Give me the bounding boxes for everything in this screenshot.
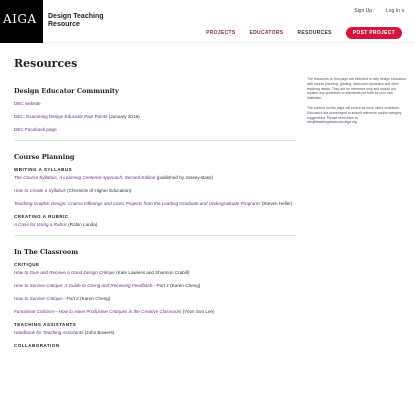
resource-note: (Kate Lawless and Shannon Crabill) — [114, 270, 190, 275]
aiga-logo[interactable] — [0, 0, 43, 43]
subsection-title: TEACHING ASSISTANTS — [14, 322, 77, 327]
list-item — [14, 296, 296, 302]
main-content — [14, 57, 296, 354]
resource-link[interactable]: Teaching Graphic Design: Course Offerings and Class Projects from the Leading Graduate and Undergraduate Programs — [14, 201, 261, 206]
resource-link[interactable]: DEC website — [14, 101, 41, 106]
divider — [14, 140, 296, 141]
nav-resources[interactable]: RESOURCES — [297, 30, 332, 36]
list-item — [14, 175, 296, 181]
logo-text: AIGA — [3, 12, 37, 26]
resource-note: (Chronicle of Higher Education) — [65, 188, 132, 193]
resource-link[interactable]: Handbook for Teaching Assistants — [14, 330, 84, 335]
subsection-creating-a-rubric — [14, 214, 296, 228]
log-in-label: Log In — [386, 8, 400, 14]
site-header — [0, 0, 415, 43]
resource-note: (Karen Cheng) — [78, 296, 111, 301]
section-course-planning — [14, 153, 296, 228]
account-links — [354, 8, 405, 14]
resource-note: (published by Jossey-Bass) — [155, 175, 213, 180]
sidebar-contribute — [307, 106, 407, 125]
page-title: Resources — [14, 57, 78, 70]
list-item — [14, 201, 296, 207]
resource-link[interactable]: How to Create a Syllabus — [14, 188, 66, 193]
post-project-button[interactable]: POST PROJECT — [346, 27, 402, 39]
list-item — [14, 309, 296, 315]
sign-up-link[interactable]: Sign Up — [354, 8, 373, 14]
section-title: In The Classroom — [14, 248, 79, 256]
list-item — [14, 330, 296, 336]
resource-link[interactable]: How to Give and Receive a Good Design Critique — [14, 270, 115, 275]
nav-projects[interactable]: PROJECTS — [206, 30, 236, 36]
section-design-educator-community — [14, 87, 296, 133]
resource-note: (Yoon Soo Lee) — [181, 309, 215, 314]
resource-link[interactable]: The Course Syllabus, A Learning Centered Approach, Second Edition — [14, 175, 156, 180]
list-item — [14, 188, 296, 194]
list-item — [14, 222, 296, 228]
sidebar-note — [307, 77, 407, 130]
list-item — [14, 270, 296, 276]
resource-link[interactable]: DEC Facebook page — [14, 127, 57, 132]
section-title: Design Educator Community — [14, 87, 119, 95]
main-nav — [206, 27, 402, 39]
resource-note: (Karen Cheng) — [168, 283, 201, 288]
resource-link[interactable]: How to Survive Critique: A Guide to Giving and Receiving Feedback—Part 1 — [14, 283, 169, 288]
site-title[interactable]: Design Teaching Resource — [48, 13, 104, 28]
log-in-link[interactable] — [386, 8, 405, 14]
resource-link[interactable]: DEC: Examining Design Educator Pain Points — [14, 114, 108, 119]
section-in-the-classroom — [14, 248, 296, 348]
subsection-critique — [14, 262, 296, 315]
subsection-teaching-assistants — [14, 322, 296, 336]
divider — [14, 235, 296, 236]
resource-link[interactable]: A Case for Using a Rubric — [14, 222, 67, 227]
resource-note: (John Bowers) — [83, 330, 115, 335]
nav-educators[interactable]: EDUCATORS — [249, 30, 284, 36]
resource-link[interactable]: Functional Criticism—How to Have Productive Critiques in the Creative Classroom — [14, 309, 182, 314]
list-item — [14, 283, 296, 289]
subsection-writing-a-syllabus — [14, 167, 296, 207]
subsection-title: WRITING A SYLLABUS — [14, 167, 73, 172]
subsection-title: COLLABORATION — [14, 343, 60, 348]
list-item — [14, 114, 296, 120]
subsection-title: CRITIQUE — [14, 262, 40, 267]
chevron-down-icon: ∨ — [401, 8, 405, 14]
subsection-collaboration — [14, 343, 296, 348]
resource-note: (Robin Landa) — [66, 222, 98, 227]
list-item — [14, 101, 296, 107]
list-item — [14, 127, 296, 133]
resource-link[interactable]: How to Survive Critique—Part 2 — [14, 296, 79, 301]
resource-note: (Steven Heller) — [260, 201, 293, 206]
sidebar-intro: The resources on this page are intended to help design educators with course planning, grading, classroom dynamics and other teaching needs. They are for reference only and should not replace any guidelines or standards put forth by your own institution. — [307, 77, 406, 101]
resource-note: (January 2019) — [107, 114, 140, 119]
section-title: Course Planning — [14, 153, 75, 161]
sidebar-contribute-text: The content on this page will evolve as more users contribute. Educators are encouraged to submit reference and/or category suggestions. Please send them to — [307, 105, 402, 120]
subsection-title: CREATING A RUBRIC — [14, 214, 69, 219]
contact-email-link[interactable]: info@teachingresources.aiga.org — [307, 120, 357, 125]
